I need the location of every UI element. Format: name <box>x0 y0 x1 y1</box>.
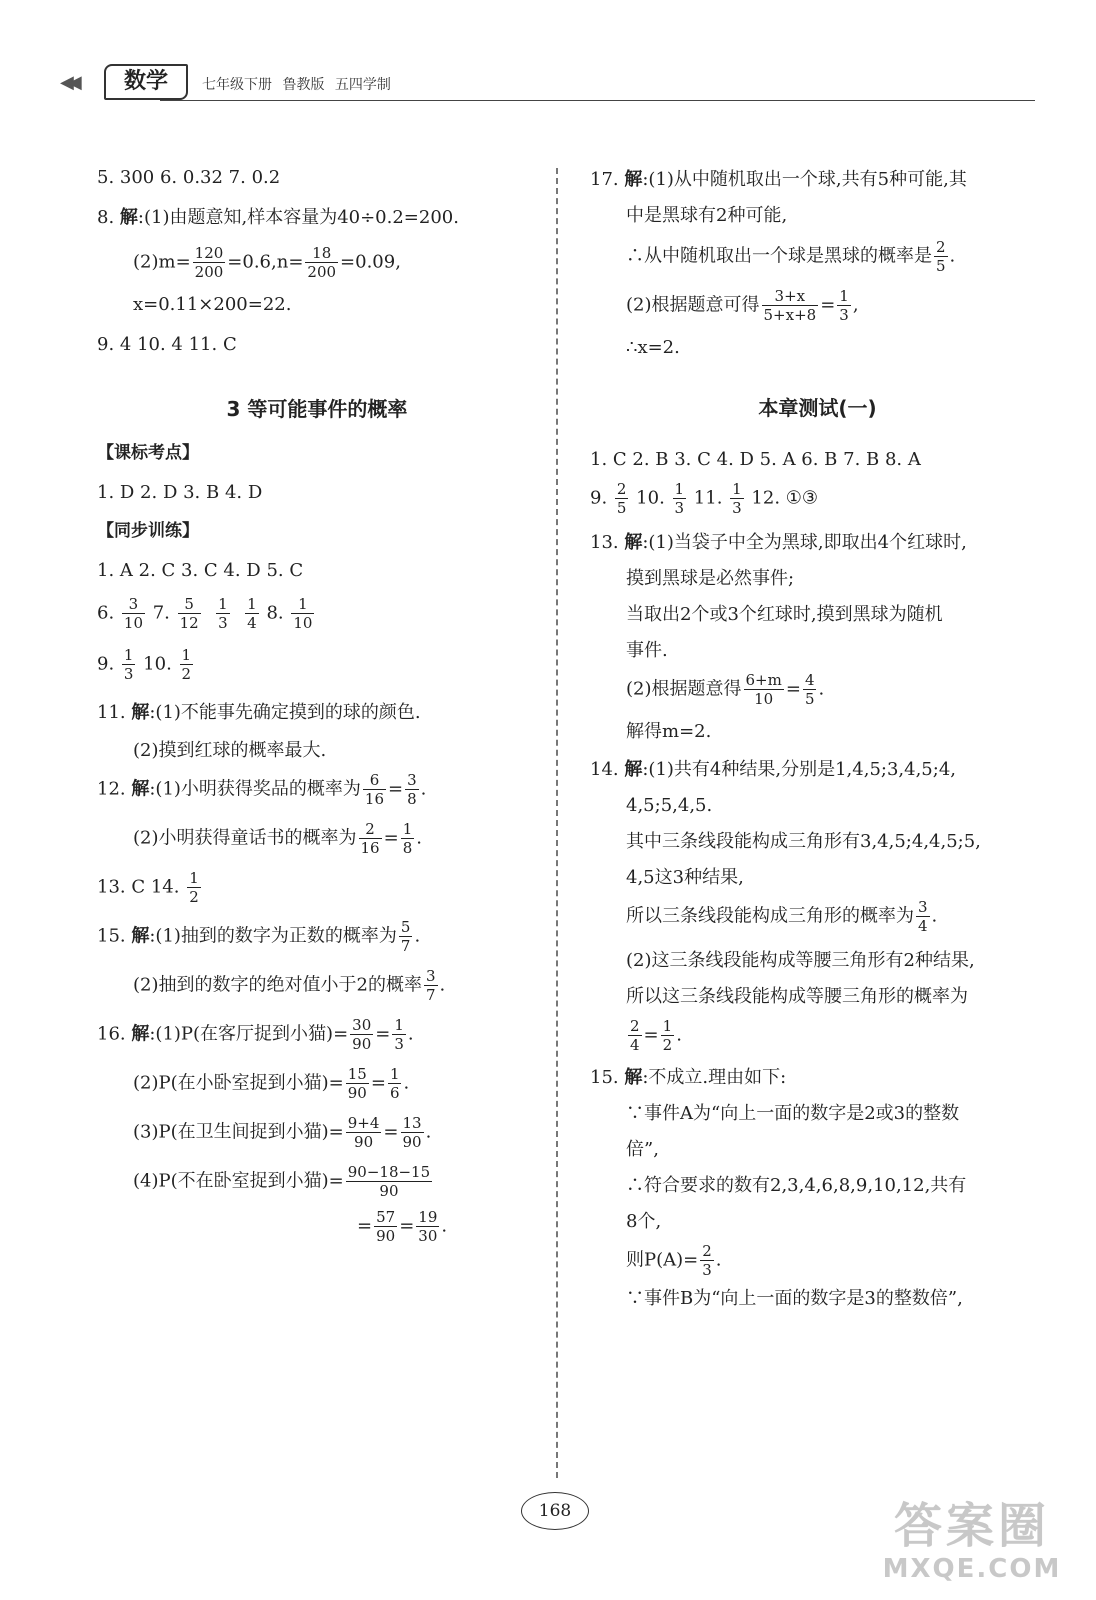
answer-line: 16. 解:(1)P(在客厅捉到小猫)= $\frac{30}{90}$ = $\frac{1}{3}$ . <box>97 1016 414 1053</box>
answer-line: = $\frac{57}{90}$ = $\frac{19}{30}$ . <box>357 1208 448 1245</box>
answer-line: 17. 解:(1)从中随机取出一个球,共有5种可能,其 <box>590 169 967 190</box>
fraction: $\frac{2}{5}$ <box>616 480 627 517</box>
answer-line: x=0.11×200=22. <box>133 294 292 315</box>
answer-line: ∴从中随机取出一个球是黑球的概率是 $\frac{2}{5}$ . <box>626 238 956 275</box>
subsection-label: 【同步训练】 <box>97 521 199 541</box>
fraction: $\frac{3}{10}$ <box>123 595 143 632</box>
answer-line: $\frac{2}{4}$ = $\frac{1}{2}$ . <box>630 1017 682 1054</box>
answer-line: 5. 300 6. 0.32 7. 0.2 <box>97 167 281 188</box>
fraction: $\frac{1}{3}$ <box>839 287 849 324</box>
fraction: $\frac{2}{4}$ <box>630 1017 640 1054</box>
answer-line: 11. 解:(1)不能事先确定摸到的球的颜色. <box>97 702 421 723</box>
answer-line: 1. D 2. D 3. B 4. D <box>97 482 263 503</box>
answer-line: (3)P(在卫生间捉到小猫)= $\frac{9+4}{90}$ = $\frac{13}{90}$ . <box>133 1114 432 1151</box>
answer-line: 1. C 2. B 3. C 4. D 5. A 6. B 7. B 8. A <box>590 449 921 470</box>
answer-line: ∵事件A为“向上一面的数字是2或3的整数 <box>626 1103 960 1124</box>
fraction: $\frac{30}{90}$ <box>352 1016 372 1053</box>
section-title: 本章测试(一) <box>758 396 877 420</box>
double-arrow-left-icon: ◀◀ <box>60 72 76 93</box>
left-column <box>97 160 537 1245</box>
watermark <box>872 1498 1072 1586</box>
fraction: $\frac{1}{2}$ <box>181 646 192 683</box>
answer-line: 4,5这3种结果, <box>626 867 744 888</box>
fraction: $\frac{4}{5}$ <box>804 671 815 708</box>
fraction: $\frac{1}{3}$ <box>123 646 134 683</box>
answer-line: 所以三条线段能构成三角形的概率为 $\frac{3}{4}$ . <box>626 898 938 935</box>
fraction: $\frac{13}{90}$ <box>402 1114 422 1151</box>
fraction: $\frac{1}{6}$ <box>389 1065 400 1102</box>
answer-line: 15. 解:(1)抽到的数字为正数的概率为 $\frac{5}{7}$ . <box>97 918 421 955</box>
fraction: $\frac{19}{30}$ <box>418 1208 438 1245</box>
answer-line: (2)根据题意得 $\frac{6+m}{10}$ = $\frac{4}{5}$ . <box>626 671 825 708</box>
answer-line: 12. 解:(1)小明获得奖品的概率为 $\frac{6}{16}$ = $\frac{3}{8}$ . <box>97 771 427 808</box>
fraction: $\frac{5}{12}$ <box>179 595 199 632</box>
watermark-logo-text: 答案圈 <box>893 1498 1050 1554</box>
fraction: $\frac{1}{3}$ <box>218 595 228 632</box>
fraction: $\frac{1}{3}$ <box>674 480 685 517</box>
answer-line: 8个, <box>626 1211 662 1232</box>
fraction: $\frac{1}{3}$ <box>394 1016 404 1053</box>
answer-line: 15. 解:不成立.理由如下: <box>590 1067 787 1088</box>
answer-line: 其中三条线段能构成三角形有3,4,5;4,4,5;5, <box>626 831 981 852</box>
answer-line: ∴符合要求的数有2,3,4,6,8,9,10,12,共有 <box>626 1175 967 1196</box>
answer-line: 8. 解:(1)由题意知,样本容量为40÷0.2=200. <box>97 207 459 228</box>
fraction: $\frac{6+m}{10}$ <box>745 671 782 708</box>
answer-line: 解得m=2. <box>626 721 712 742</box>
watermark-url: MXQE.COM <box>882 1554 1062 1584</box>
fraction: $\frac{1}{10}$ <box>293 595 313 632</box>
answer-line: 1. A 2. C 3. C 4. D 5. C <box>97 560 304 581</box>
column-divider <box>556 168 558 1478</box>
fraction: $\frac{3}{4}$ <box>918 898 928 935</box>
answer-line: (2)根据题意可得 $\frac{3+x}{5+x+8}$ = $\frac{1}{3}$ , <box>626 287 859 324</box>
answer-line: 13. C 14. $\frac{1}{2}$ <box>97 869 199 906</box>
answer-line: 当取出2个或3个红球时,摸到黑球为随机 <box>626 604 943 625</box>
header-text: 七年级下册 鲁教版 五四学制 <box>202 77 391 93</box>
subject-badge: 数学 <box>104 64 188 100</box>
fraction: $\frac{57}{90}$ <box>376 1208 396 1245</box>
answer-line: 所以这三条线段能构成等腰三角形的概率为 <box>626 986 968 1007</box>
answer-line: 则P(A)= $\frac{2}{3}$ . <box>626 1242 722 1279</box>
fraction: $\frac{1}{3}$ <box>732 480 742 517</box>
fraction: $\frac{5}{7}$ <box>400 918 411 955</box>
answer-line: (4)P(不在卧室捉到小猫)= $\frac{90-18-15}{90}$ <box>133 1163 431 1200</box>
fraction: $\frac{2}{5}$ <box>936 238 946 275</box>
fraction: $\frac{1}{2}$ <box>189 869 199 906</box>
answer-line: (2)这三条线段能构成等腰三角形有2种结果, <box>626 950 975 971</box>
answer-line: ∵事件B为“向上一面的数字是3的整数倍”, <box>626 1288 963 1309</box>
fraction: $\frac{15}{90}$ <box>347 1065 367 1102</box>
answer-line: (2)P(在小卧室捉到小猫)= $\frac{15}{90}$ = $\frac{1}{6}$ . <box>133 1065 410 1102</box>
fraction: $\frac{9+4}{90}$ <box>347 1114 380 1151</box>
fraction: $\frac{1}{2}$ <box>662 1017 673 1054</box>
answer-line: (2)抽到的数字的绝对值小于2的概率 $\frac{3}{7}$ . <box>133 967 446 1004</box>
answer-line: (2)摸到红球的概率最大. <box>133 740 327 761</box>
right-column <box>590 160 1045 1309</box>
answer-line: 9. $\frac{1}{3}$ 10. $\frac{1}{2}$ <box>97 646 192 683</box>
answer-line: 倍”, <box>626 1139 659 1160</box>
fraction: $\frac{2}{16}$ <box>360 820 380 857</box>
fraction: $\frac{1}{4}$ <box>247 595 257 632</box>
subsection-label: 【课标考点】 <box>97 443 199 463</box>
answer-line: (2)小明获得童话书的概率为 $\frac{2}{16}$ = $\frac{1}{8}$ . <box>133 820 422 857</box>
answer-line: 4,5;5,4,5. <box>626 795 713 816</box>
fraction: $\frac{120}{200}$ <box>194 244 224 281</box>
section-title: 3 等可能事件的概率 <box>226 397 408 421</box>
answer-line: 9. $\frac{2}{5}$ 10. $\frac{1}{3}$ 11. $\frac{1}{3}$ 12. ①③ <box>590 480 819 517</box>
answer-line: 6. $\frac{3}{10}$ 7. $\frac{5}{12}$ $\frac{1}{3}$ $\frac{1}{4}$ 8. $\frac{1}{10}$ <box>97 595 313 632</box>
answer-line: 13. 解:(1)当袋子中全为黑球,即取出4个红球时, <box>590 532 967 553</box>
header-rule <box>160 100 1035 101</box>
page-number: 168 <box>521 1492 589 1530</box>
fraction: $\frac{90-18-15}{90}$ <box>347 1163 431 1200</box>
answer-line: 9. 4 10. 4 11. C <box>97 334 237 355</box>
fraction: $\frac{3+x}{5+x+8}$ <box>763 287 817 324</box>
fraction: $\frac{18}{200}$ <box>307 244 337 281</box>
fraction: $\frac{6}{16}$ <box>364 771 385 808</box>
answer-line: 事件. <box>626 640 668 661</box>
fraction: $\frac{3}{7}$ <box>425 967 436 1004</box>
fraction: $\frac{1}{8}$ <box>402 820 413 857</box>
answer-line: 14. 解:(1)共有4种结果,分别是1,4,5;3,4,5;4, <box>590 759 956 780</box>
answer-line: 摸到黑球是必然事件; <box>626 568 795 589</box>
answer-line: 中是黑球有2种可能, <box>626 205 788 226</box>
answer-line: ∴x=2. <box>626 337 680 358</box>
fraction: $\frac{3}{8}$ <box>407 771 417 808</box>
answer-line: (2)m= $\frac{120}{200}$ =0.6,n= $\frac{18}{200}$ =0.09, <box>133 244 401 281</box>
page-header <box>60 64 1035 104</box>
fraction: $\frac{2}{3}$ <box>702 1242 712 1279</box>
